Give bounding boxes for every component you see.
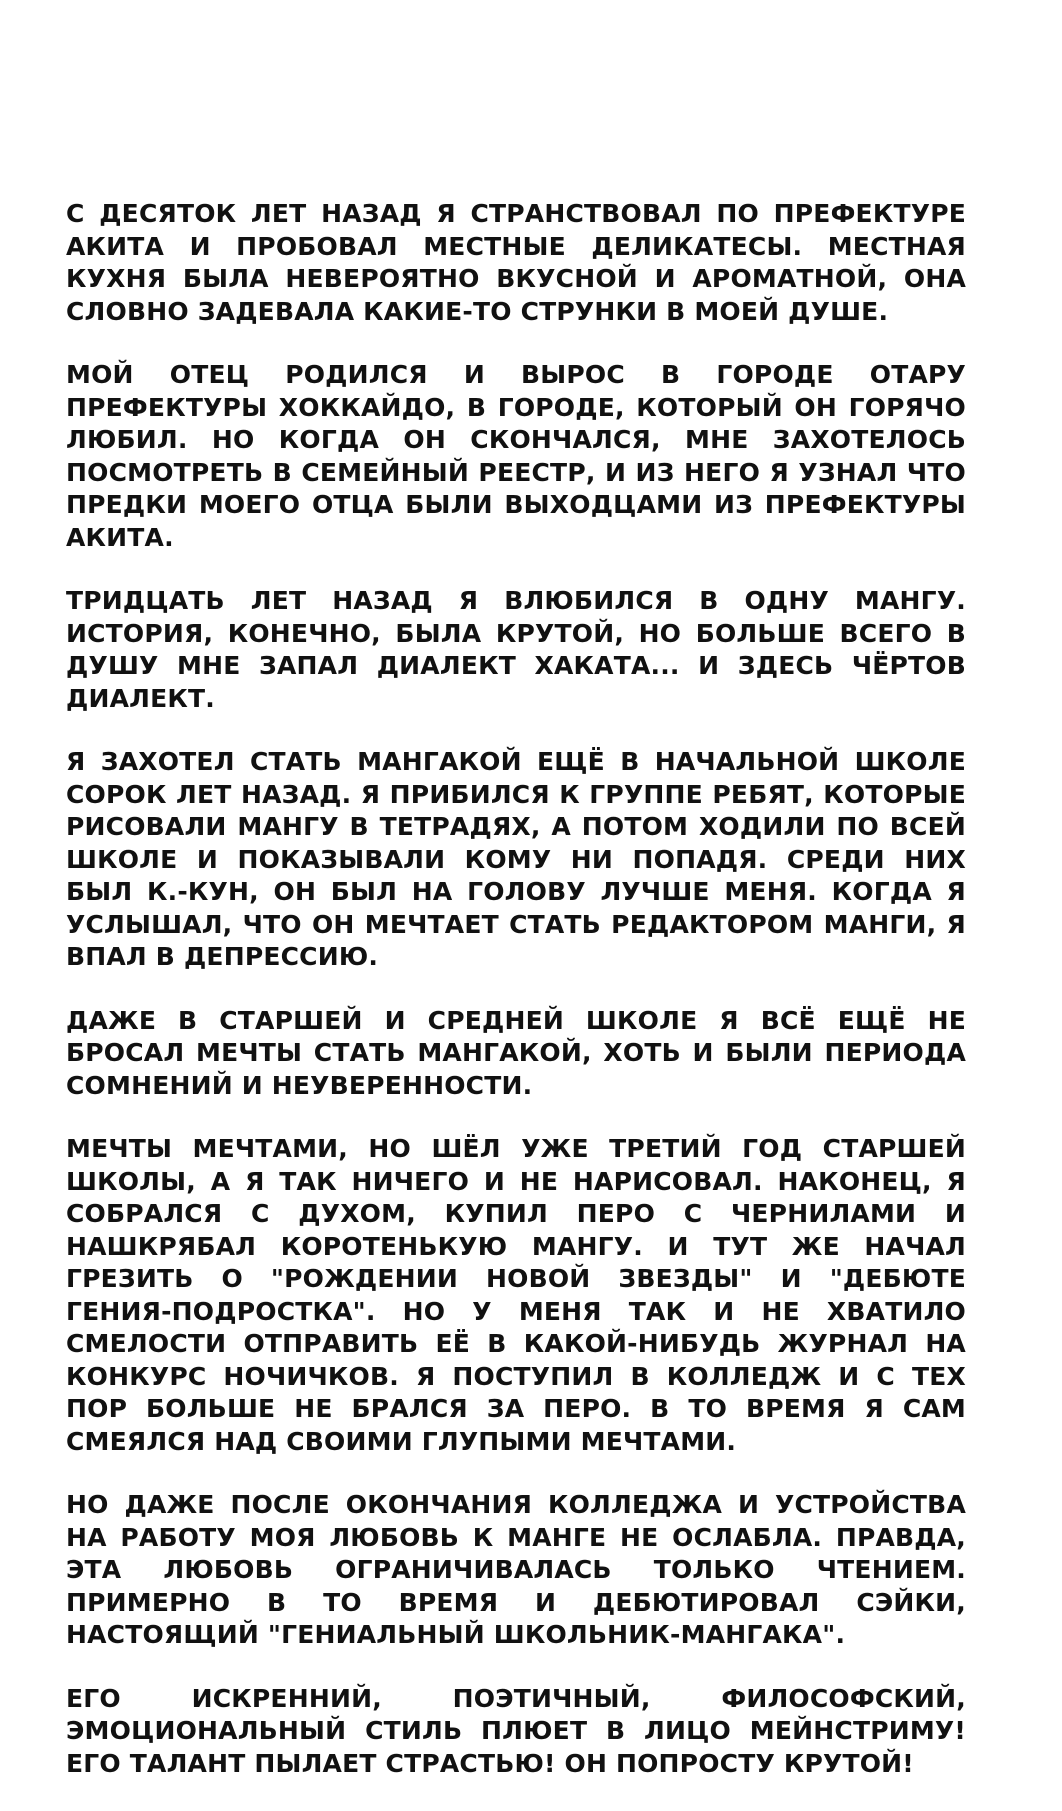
paragraph-father-otaru: МОЙ ОТЕЦ РОДИЛСЯ И ВЫРОС В ГОРОДЕ ОТАРУ ПРЕФЕКТУРЫ ХОККАЙДО, В ГОРОДЕ, КОТОРЫЙ ОН ГОРЯЧО ЛЮБИЛ. НО КОГДА ОН СКОНЧАЛСЯ, МНЕ ЗАХОТЕЛОСЬ ПОСМОТРЕТЬ В СЕМЕЙНЫЙ РЕЕСТР, И ИЗ НЕГО Я УЗНАЛ ЧТО ПРЕДКИ МОЕГО ОТЦА БЫЛИ ВЫХОДЦАМИ ИЗ ПРЕФЕКТУРЫ АКИТА. — [66, 360, 966, 552]
paragraph-hakata-dialect: ТРИДЦАТЬ ЛЕТ НАЗАД Я ВЛЮБИЛСЯ В ОДНУ МАНГУ. ИСТОРИЯ, КОНЕЧНО, БЫЛА КРУТОЙ, НО БОЛЬШЕ ВСЕГО В ДУШУ МНЕ ЗАПАЛ ДИАЛЕКТ ХАКАТА... И ЗДЕСЬ ЧЁРТОВ ДИАЛЕКТ. — [66, 586, 966, 713]
paragraph-first-manga: МЕЧТЫ МЕЧТАМИ, НО ШЁЛ УЖЕ ТРЕТИЙ ГОД СТАРШЕЙ ШКОЛЫ, А Я ТАК НИЧЕГО И НЕ НАРИСОВАЛ. НАКОНЕЦ, Я СОБРАЛСЯ С ДУХОМ, КУПИЛ ПЕРО С ЧЕРНИЛАМИ И НАШКРЯБАЛ КОРОТЕНЬКУЮ МАНГУ. И ТУТ ЖЕ НАЧАЛ ГРЕЗИТЬ О "РОЖДЕНИИ НОВОЙ ЗВЕЗДЫ" И "ДЕБЮТЕ ГЕНИЯ-ПОДРОСТКА". НО У МЕНЯ ТАК И НЕ ХВАТИЛО СМЕЛОСТИ ОТПРАВИТЬ ЕЁ В КАКОЙ-НИБУДЬ ЖУРНАЛ НА КОНКУРС НОЧИЧКОВ. Я ПОСТУПИЛ В КОЛЛЕДЖ И С ТЕХ ПОР БОЛЬШЕ НЕ БРАЛСЯ ЗА ПЕРО. В ТО ВРЕМЯ Я САМ СМЕЯЛСЯ НАД СВОИМИ ГЛУПЫМИ МЕЧТАМИ. — [66, 1134, 966, 1456]
paragraph-high-school: ДАЖЕ В СТАРШЕЙ И СРЕДНЕЙ ШКОЛЕ Я ВСЁ ЕЩЁ НЕ БРОСАЛ МЕЧТЫ СТАТЬ МАНГАКОЙ, ХОТЬ И БЫЛИ ПЕРИОДА СОМНЕНИЙ И НЕУВЕРЕННОСТИ. — [66, 1005, 966, 1100]
paragraph-travel-akita: С ДЕСЯТОК ЛЕТ НАЗАД Я СТРАНСТВОВАЛ ПО ПРЕФЕКТУРЕ АКИТА И ПРОБОВАЛ МЕСТНЫЕ ДЕЛИКАТЕСЫ. МЕСТНАЯ КУХНЯ БЫЛА НЕВЕРОЯТНО ВКУСНОЙ И АРОМАТНОЙ, ОНА СЛОВНО ЗАДЕВАЛА КАКИЕ-ТО СТРУНКИ В МОЕЙ ДУШЕ. — [66, 199, 966, 326]
paragraph-childhood-dream: Я ЗАХОТЕЛ СТАТЬ МАНГАКОЙ ЕЩЁ В НАЧАЛЬНОЙ ШКОЛЕ СОРОК ЛЕТ НАЗАД. Я ПРИБИЛСЯ К ГРУППЕ РЕБЯТ, КОТОРЫЕ РИСОВАЛИ МАНГУ В ТЕТРАДЯХ, А ПОТОМ ХОДИЛИ ПО ВСЕЙ ШКОЛЕ И ПОКАЗЫВАЛИ КОМУ НИ ПОПАДЯ. СРЕДИ НИХ БЫЛ К.-КУН, ОН БЫЛ НА ГОЛОВУ ЛУЧШЕ МЕНЯ. КОГДА Я УСЛЫШАЛ, ЧТО ОН МЕЧТАЕТ СТАТЬ РЕДАКТОРОМ МАНГИ, Я ВПАЛ В ДЕПРЕССИЮ. — [66, 747, 966, 971]
afterword-text — [66, 198, 966, 1811]
paragraph-style-praise: ЕГО ИСКРЕННИЙ, ПОЭТИЧНЫЙ, ФИЛОСОФСКИЙ, ЭМОЦИОНАЛЬНЫЙ СТИЛЬ ПЛЮЕТ В ЛИЦО МЕЙНСТРИМУ! ЕГО ТАЛАНТ ПЫЛАЕТ СТРАСТЬЮ! ОН ПОПРОСТУ КРУТОЙ! — [66, 1683, 966, 1778]
paragraph-after-college: НО ДАЖЕ ПОСЛЕ ОКОНЧАНИЯ КОЛЛЕДЖА И УСТРОЙСТВА НА РАБОТУ МОЯ ЛЮБОВЬ К МАНГЕ НЕ ОСЛАБЛА. ПРАВДА, ЭТА ЛЮБОВЬ ОГРАНИЧИВАЛАСЬ ТОЛЬКО ЧТЕНИЕМ. ПРИМЕРНО В ТО ВРЕМЯ И ДЕБЮТИРОВАЛ СЭЙКИ, НАСТОЯЩИЙ "ГЕНИАЛЬНЫЙ ШКОЛЬНИК-МАНГАКА". — [66, 1490, 966, 1649]
